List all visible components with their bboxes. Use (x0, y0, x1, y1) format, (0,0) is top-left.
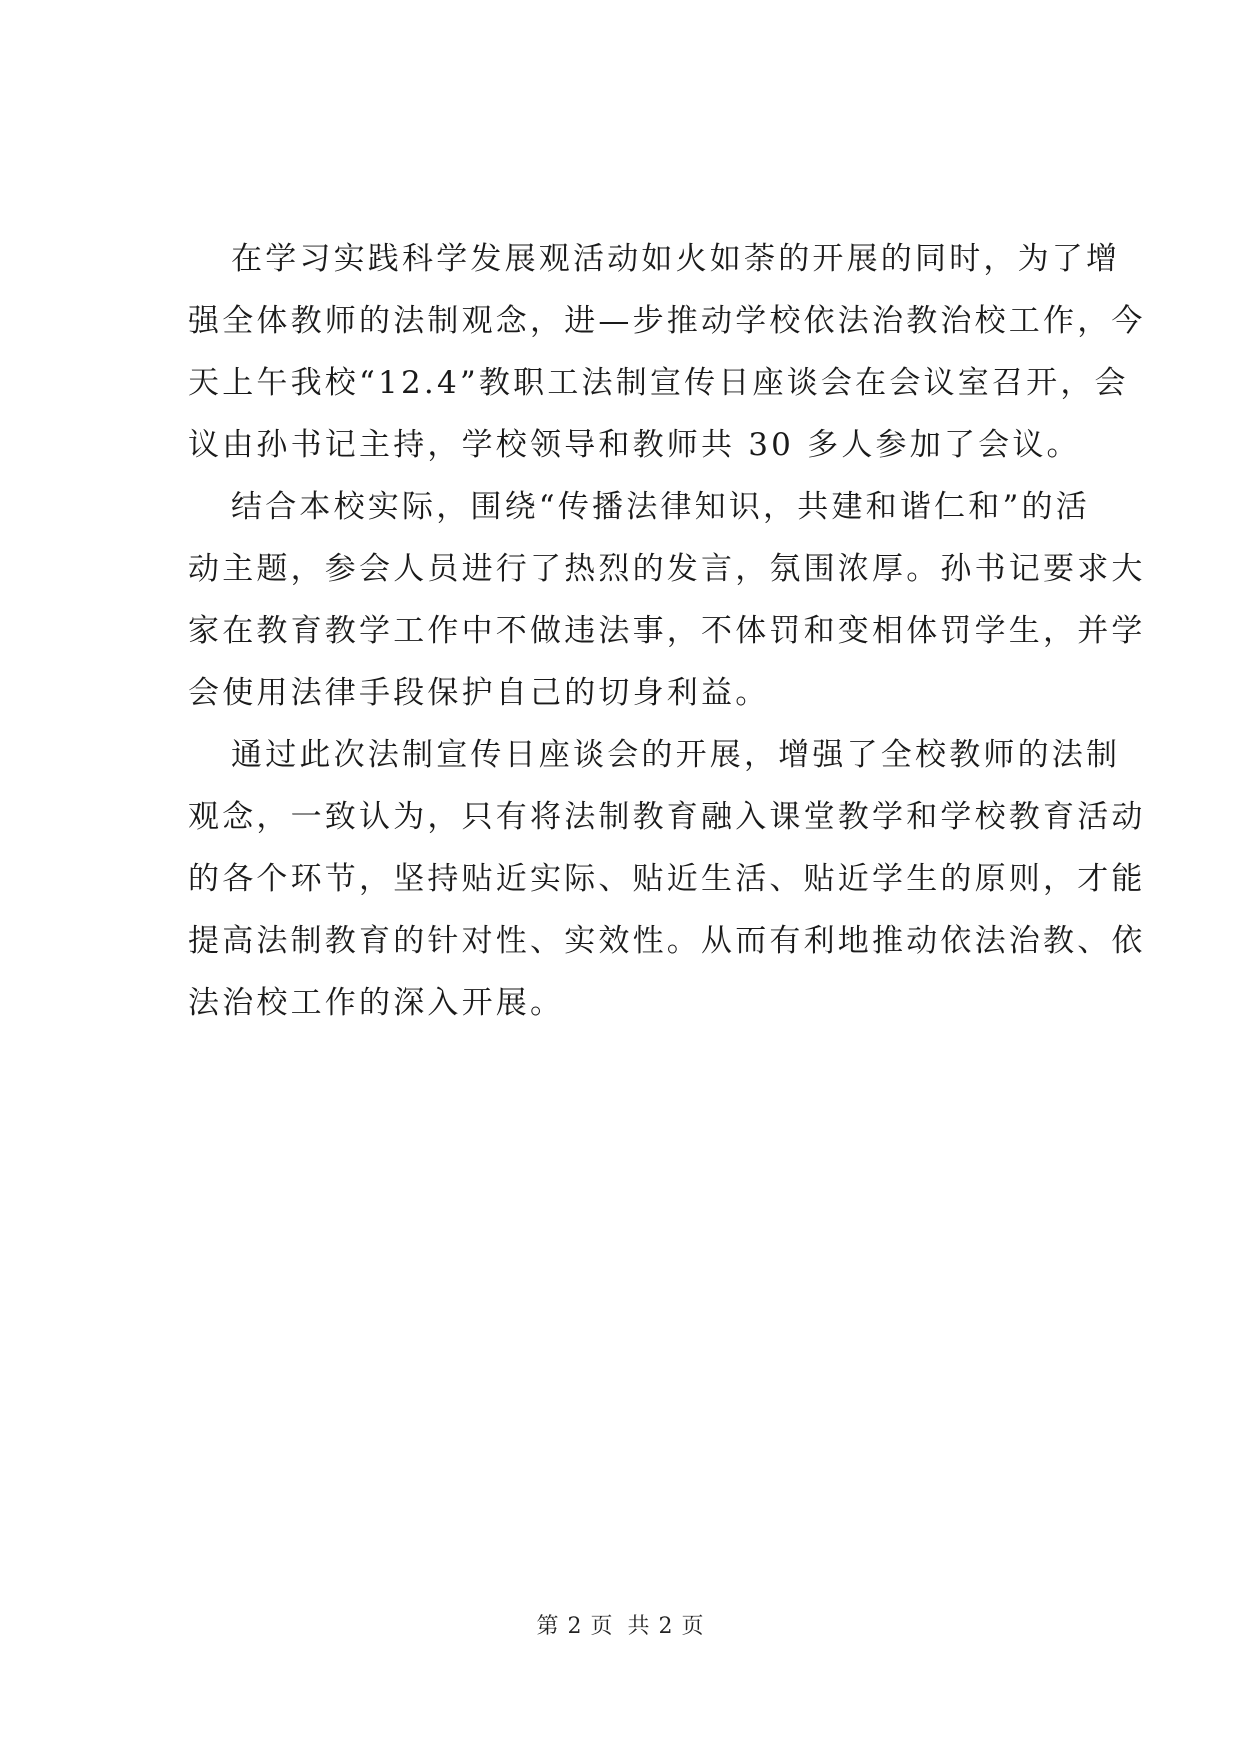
paragraph-3 (188, 724, 1146, 1034)
paragraph-line: 动主题，参会人员进行了热烈的发言，氛围浓厚。孙书记要求大 (188, 551, 1146, 587)
paragraph-line: 强全体教师的法制观念，进—步推动学校依法治教治校工作，今 (188, 303, 1146, 339)
paragraph-line: 结合本校实际，围绕“传播法律知识，共建和谐仁和”的活 (231, 489, 1090, 525)
page-footer (0, 1612, 1241, 1642)
paragraph-line: 的各个环节，坚持贴近实际、贴近生活、贴近学生的原则，才能 (188, 861, 1146, 897)
paragraph-line: 家在教育教学工作中不做违法事，不体罚和变相体罚学生，并学 (188, 613, 1146, 649)
paragraph-line: 会使用法律手段保护自己的切身利益。 (188, 675, 770, 711)
paragraph-line: 提高法制教育的针对性、实效性。从而有利地推动依法治教、依 (188, 923, 1146, 959)
paragraph-line: 通过此次法制宣传日座谈会的开展，增强了全校教师的法制 (231, 737, 1121, 773)
document-body (188, 228, 1146, 1034)
paragraph-line: 议由孙书记主持，学校领导和教师共 30 多人参加了会议。 (188, 427, 1081, 463)
paragraph-2 (188, 476, 1146, 724)
paragraph-1 (188, 228, 1146, 476)
paragraph-line: 天上午我校“12.4”教职工法制宣传日座谈会在会议室召开，会 (188, 365, 1129, 401)
paragraph-line: 法治校工作的深入开展。 (188, 985, 565, 1021)
paragraph-line: 在学习实践科学发展观活动如火如荼的开展的同时，为了增 (231, 241, 1121, 277)
page-number: 第 2 页 (536, 1614, 614, 1639)
paragraph-line: 观念，一致认为，只有将法制教育融入课堂教学和学校教育活动 (188, 799, 1146, 835)
page-total: 共 2 页 (627, 1614, 705, 1639)
